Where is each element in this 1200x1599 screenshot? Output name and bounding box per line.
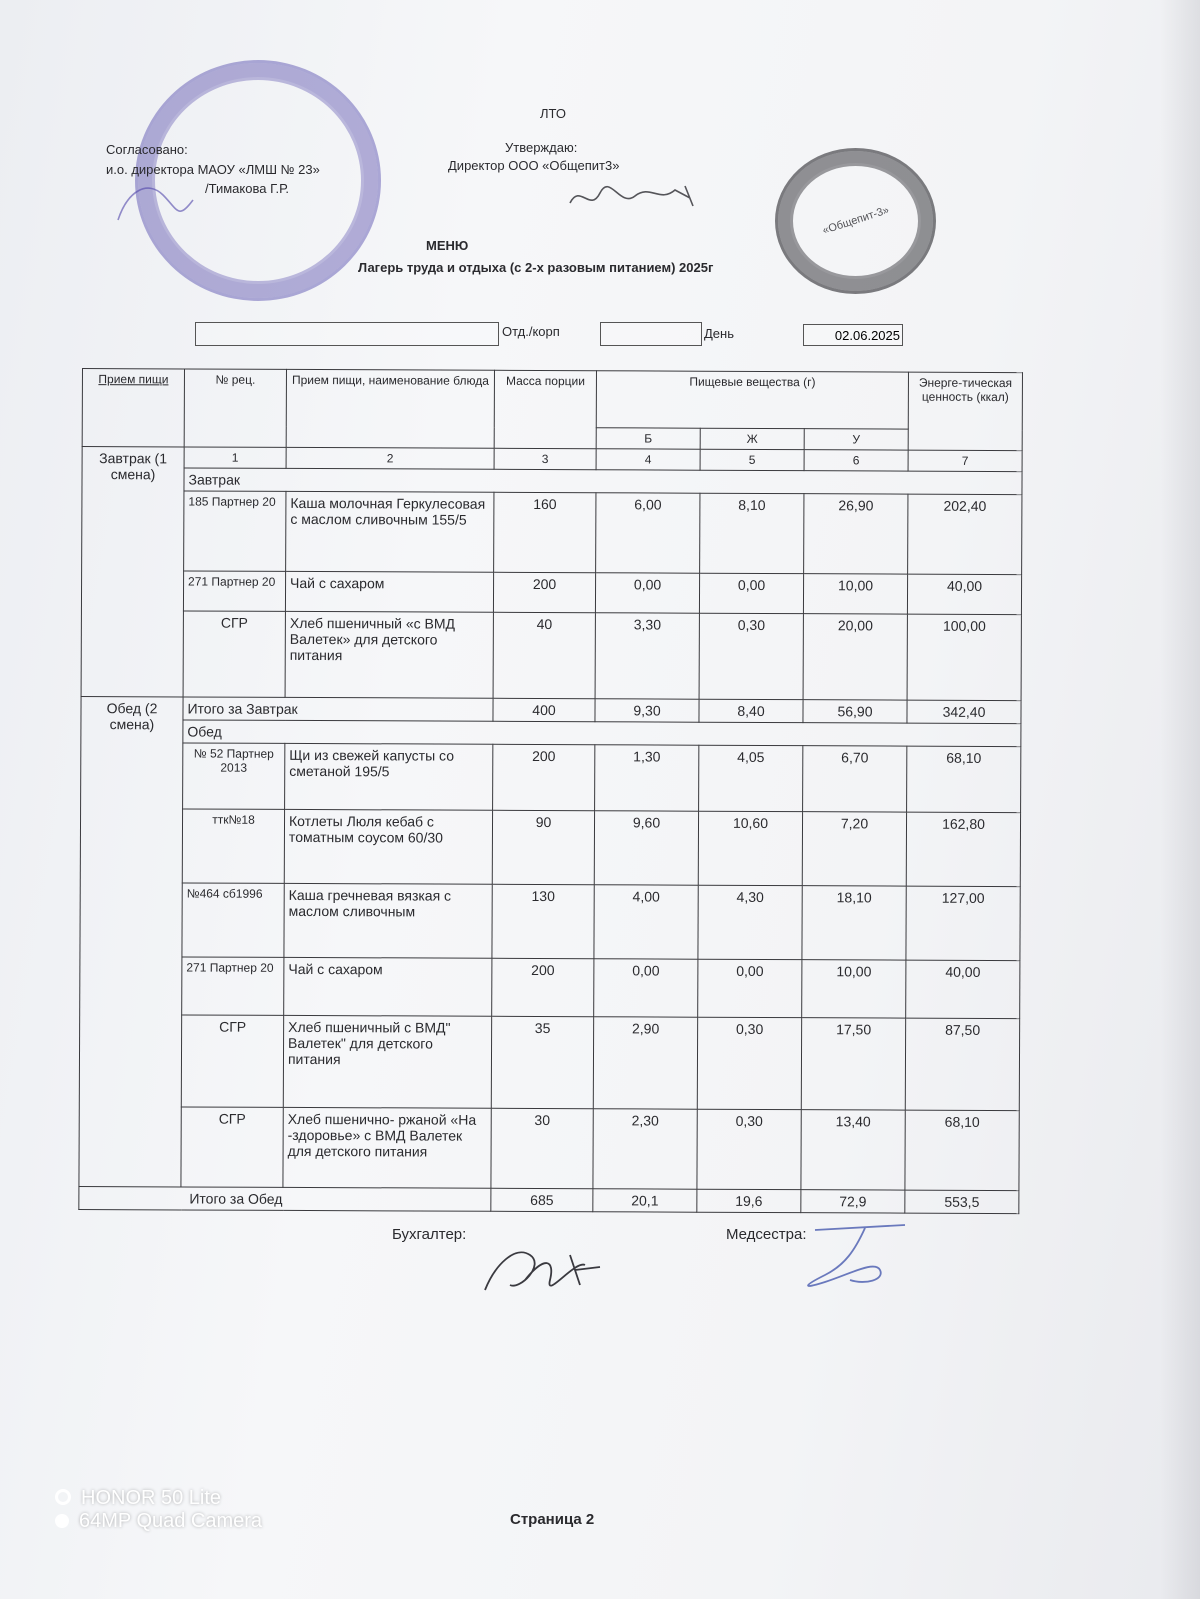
total-carb: 72,9 bbox=[801, 1190, 905, 1213]
approved-left-label: Согласовано: bbox=[106, 142, 188, 157]
recipe-cell: 271 Партнер 20 bbox=[182, 957, 284, 1015]
table-row bbox=[81, 742, 1021, 812]
recipe-cell: СГР bbox=[181, 1015, 283, 1107]
header-energy: Энерге-тическая ценность (ккал) bbox=[908, 372, 1022, 450]
fat-cell: 0,30 bbox=[697, 1017, 801, 1109]
nurse-signature bbox=[795, 1220, 925, 1295]
header-nutrients: Пищевые вещества (г) bbox=[596, 371, 908, 429]
kcal-cell: 127,00 bbox=[906, 886, 1020, 960]
date-value: 02.06.2025 bbox=[834, 328, 900, 343]
mass-cell: 30 bbox=[491, 1108, 593, 1188]
table-row bbox=[80, 956, 1020, 1018]
total-mass: 400 bbox=[493, 698, 595, 721]
dept-label: Отд./корп bbox=[502, 324, 560, 339]
kcal-cell: 68,10 bbox=[907, 746, 1021, 812]
camera-lens-text: 64MP Quad Camera bbox=[79, 1510, 263, 1532]
col-number: 6 bbox=[804, 450, 908, 471]
col-number: 2 bbox=[286, 447, 494, 469]
col-number: 4 bbox=[596, 449, 700, 470]
filled-dot-icon bbox=[55, 1514, 69, 1528]
protein-cell: 3,30 bbox=[595, 613, 699, 699]
total-protein: 9,30 bbox=[595, 699, 699, 722]
table-row bbox=[79, 1014, 1019, 1110]
document-subtitle: Лагерь труда и отдыха (с 2-х разовым питанием) 2025г bbox=[358, 260, 714, 275]
nurse-label: Медсестра: bbox=[726, 1226, 807, 1243]
protein-cell: 4,00 bbox=[594, 885, 698, 959]
company-seal-stamp bbox=[775, 148, 936, 294]
section-breakfast: Завтрак bbox=[184, 468, 1022, 495]
dish-cell: Хлеб пшеничный с ВМД" Валетек" для детского питания bbox=[283, 1015, 491, 1108]
mass-cell: 40 bbox=[493, 612, 595, 698]
dish-cell: Щи из свежей капусты со сметаной 195/5 bbox=[285, 743, 493, 810]
day-label: День bbox=[704, 326, 734, 341]
total-row bbox=[79, 1186, 1019, 1213]
ring-dot-icon bbox=[55, 1489, 71, 1505]
total-label: Итого за Завтрак bbox=[183, 697, 493, 721]
carb-cell: 7,20 bbox=[802, 812, 906, 886]
dept-field bbox=[600, 322, 702, 346]
fat-cell: 0,30 bbox=[697, 1109, 801, 1189]
fat-cell: 4,05 bbox=[699, 745, 803, 811]
dish-cell: Хлеб пшенично- ржаной «На -здоровье» с ВМД Валетек для детского питания bbox=[283, 1107, 491, 1188]
table-row bbox=[80, 808, 1020, 886]
meal-breakfast: Завтрак (1 смена) bbox=[81, 447, 184, 697]
header-recipe: № рец. bbox=[184, 369, 286, 447]
total-mass: 685 bbox=[491, 1188, 593, 1211]
accountant-label: Бухгалтер: bbox=[392, 1226, 467, 1243]
fat-cell: 10,60 bbox=[698, 811, 802, 885]
kcal-cell: 40,00 bbox=[906, 960, 1020, 1018]
mass-cell: 90 bbox=[492, 810, 594, 884]
protein-cell: 0,00 bbox=[594, 959, 698, 1017]
fat-cell: 8,10 bbox=[700, 493, 804, 573]
dish-cell: Хлеб пшеничный «с ВМД Валетек» для детского питания bbox=[285, 611, 493, 698]
header-dish: Прием пищи, наименование блюда bbox=[286, 369, 494, 448]
header-carb: У bbox=[804, 429, 908, 450]
org-short-name: ЛТО bbox=[540, 106, 566, 121]
total-kcal: 553,5 bbox=[905, 1190, 1019, 1213]
director-signature bbox=[565, 178, 715, 218]
dish-cell: Чай с сахаром bbox=[284, 957, 492, 1016]
camera-model-watermark bbox=[55, 1487, 221, 1510]
page-edge-shadow bbox=[1160, 0, 1200, 1599]
menu-table bbox=[78, 368, 1023, 1214]
left-signature bbox=[108, 170, 198, 230]
carb-cell: 18,10 bbox=[802, 886, 906, 960]
fat-cell: 4,30 bbox=[698, 885, 802, 959]
total-fat: 8,40 bbox=[699, 699, 803, 722]
recipe-cell: ттк№18 bbox=[182, 809, 284, 883]
fat-cell: 0,00 bbox=[698, 959, 802, 1017]
carb-cell: 6,70 bbox=[803, 746, 907, 812]
kcal-cell: 100,00 bbox=[907, 614, 1021, 700]
carb-cell: 17,50 bbox=[801, 1018, 905, 1110]
mass-cell: 130 bbox=[492, 884, 594, 958]
fat-cell: 0,00 bbox=[699, 573, 803, 613]
recipe-cell: №464 сб1996 bbox=[182, 883, 284, 957]
kcal-cell: 162,80 bbox=[906, 812, 1020, 886]
total-fat: 19,6 bbox=[697, 1189, 801, 1212]
total-protein: 20,1 bbox=[593, 1189, 697, 1212]
approved-left-role: и.о. директора МАОУ «ЛМШ № 23» bbox=[106, 162, 320, 177]
dish-cell: Чай с сахаром bbox=[285, 571, 493, 612]
dish-cell: Каша молочная Геркулесовая с маслом сливочным 155/5 bbox=[286, 491, 494, 572]
dish-cell: Котлеты Люля кебаб с томатным соусом 60/30 bbox=[284, 809, 492, 884]
col-number: 3 bbox=[494, 448, 596, 469]
header-fat: Ж bbox=[700, 428, 804, 449]
recipe-cell: № 52 Партнер 2013 bbox=[183, 743, 285, 809]
document-title: МЕНЮ bbox=[426, 238, 469, 253]
meal-lunch: Обед (2 смена) bbox=[79, 696, 183, 1186]
mass-cell: 35 bbox=[491, 1016, 593, 1108]
kcal-cell: 202,40 bbox=[908, 494, 1022, 574]
mass-cell: 200 bbox=[493, 744, 595, 810]
table-row bbox=[80, 882, 1020, 960]
carb-cell: 26,90 bbox=[804, 494, 908, 574]
protein-cell: 6,00 bbox=[596, 493, 700, 573]
approve-right-label: Утверждаю: bbox=[505, 140, 578, 155]
accountant-signature bbox=[475, 1235, 615, 1305]
recipe-cell: СГР bbox=[183, 611, 285, 697]
recipe-cell: 271 Партнер 20 bbox=[183, 571, 285, 611]
table-row bbox=[82, 491, 1022, 575]
section-lunch: Обед bbox=[183, 720, 1021, 747]
kcal-cell: 68,10 bbox=[905, 1110, 1019, 1190]
table-row bbox=[79, 1106, 1019, 1190]
carb-cell: 13,40 bbox=[801, 1110, 905, 1190]
carb-cell: 20,00 bbox=[803, 614, 907, 700]
approved-left-name: /Тимакова Г.Р. bbox=[205, 181, 289, 196]
protein-cell: 2,30 bbox=[593, 1109, 697, 1189]
total-carb: 56,90 bbox=[803, 700, 907, 723]
approve-right-role: Директор ООО «Общепит3» bbox=[448, 158, 620, 173]
header-row bbox=[82, 369, 1022, 430]
header-protein: Б bbox=[596, 428, 700, 449]
col-number: 5 bbox=[700, 449, 804, 470]
protein-cell: 2,90 bbox=[593, 1017, 697, 1109]
carb-cell: 10,00 bbox=[802, 960, 906, 1018]
table-row bbox=[81, 610, 1021, 700]
camera-model-text: HONOR 50 Lite bbox=[81, 1487, 222, 1509]
header-meal: Прием пищи bbox=[82, 369, 184, 447]
kcal-cell: 87,50 bbox=[905, 1018, 1019, 1110]
recipe-cell: СГР bbox=[181, 1107, 283, 1187]
total-kcal: 342,40 bbox=[907, 700, 1021, 723]
total-label: Итого за Обед bbox=[79, 1186, 491, 1211]
mass-cell: 200 bbox=[492, 958, 594, 1016]
carb-cell: 10,00 bbox=[803, 574, 907, 614]
col-number: 7 bbox=[908, 450, 1022, 471]
table-row bbox=[81, 571, 1021, 615]
fat-cell: 0,30 bbox=[699, 613, 803, 699]
mass-cell: 160 bbox=[494, 492, 596, 572]
date-field bbox=[803, 324, 903, 346]
recipe-cell: 185 Партнер 20 bbox=[184, 491, 286, 571]
camera-lens-watermark bbox=[55, 1510, 262, 1533]
protein-cell: 9,60 bbox=[594, 811, 698, 885]
kcal-cell: 40,00 bbox=[907, 574, 1021, 614]
mass-cell: 200 bbox=[493, 572, 595, 612]
protein-cell: 0,00 bbox=[595, 573, 699, 613]
company-seal-text: «Общепит-3» bbox=[820, 204, 891, 237]
page-number: Страница 2 bbox=[510, 1511, 595, 1528]
col-number: 1 bbox=[184, 447, 286, 468]
protein-cell: 1,30 bbox=[595, 745, 699, 811]
dish-cell: Каша гречневая вязкая с маслом сливочным bbox=[284, 883, 492, 958]
header-mass: Масса порции bbox=[494, 370, 596, 448]
institution-field bbox=[195, 322, 499, 346]
